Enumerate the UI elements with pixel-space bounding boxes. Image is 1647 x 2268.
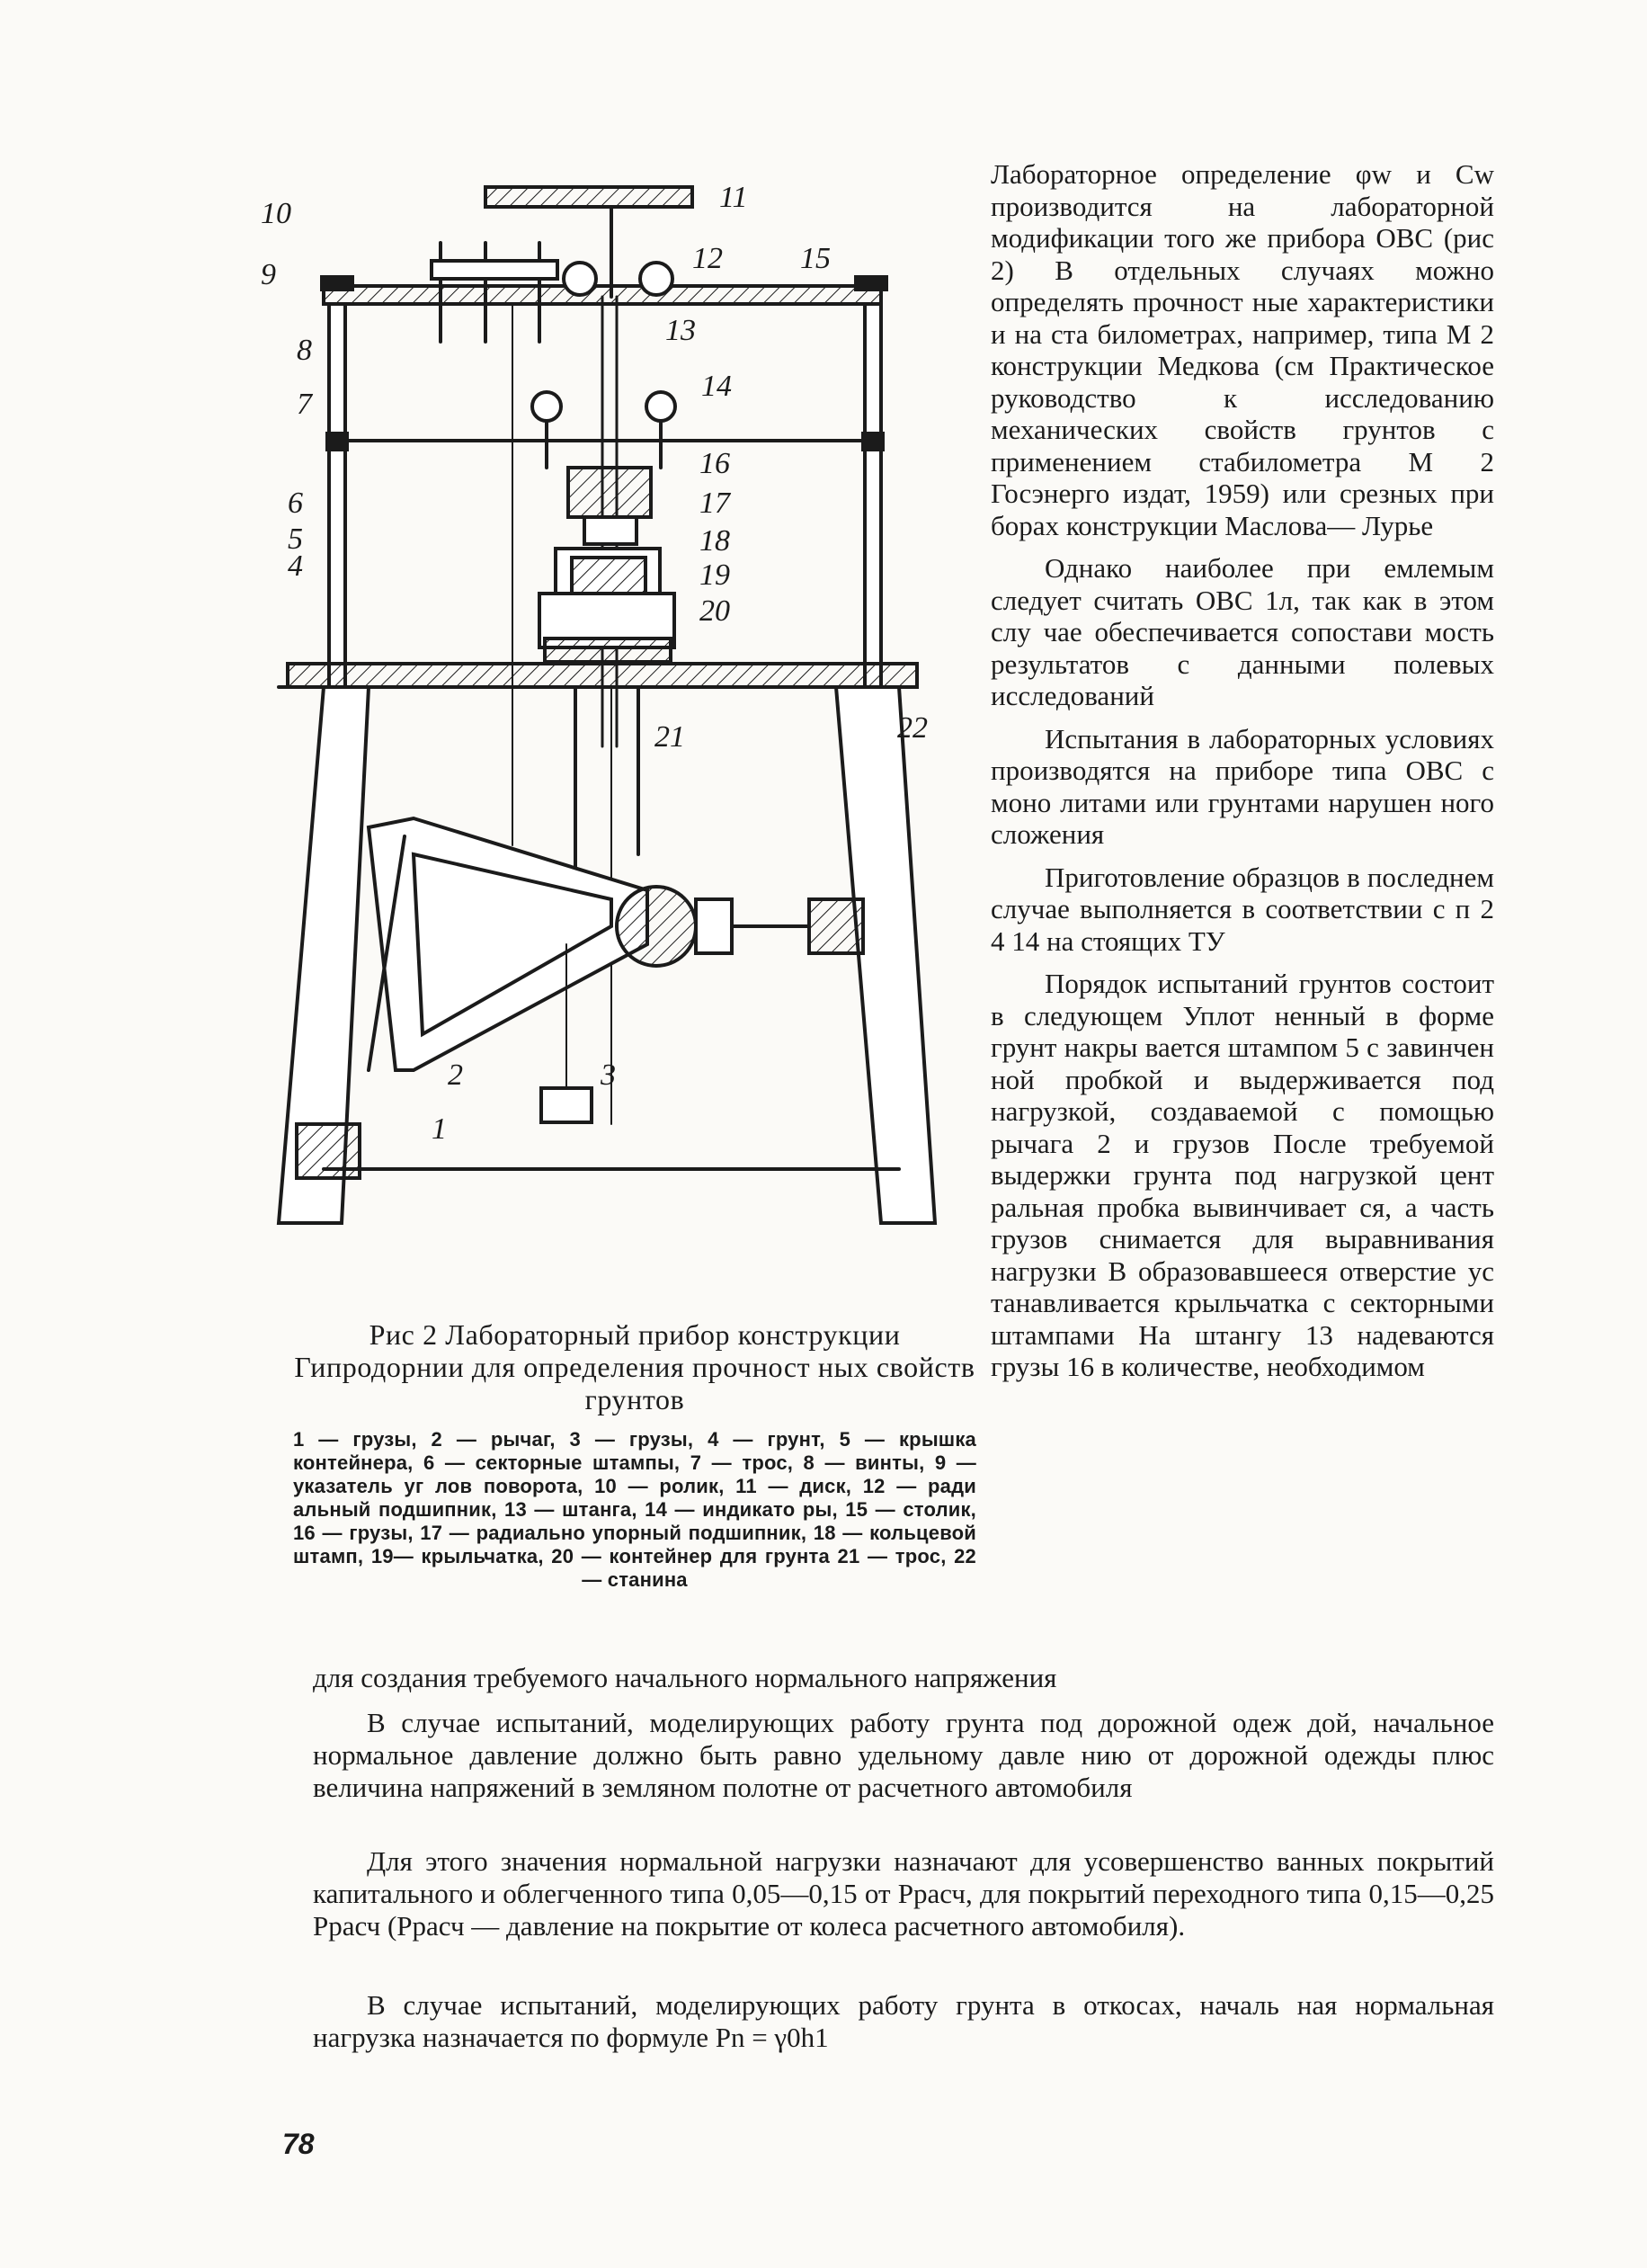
bench [288, 664, 917, 687]
right-column [991, 158, 1494, 1383]
figure-label: 14 [701, 370, 732, 403]
disk-11 [485, 187, 692, 207]
paragraph: Лабораторное определение φw и Cw производится на лабораторной модификации того же прибора ОВС (рис 2) В отдельных случаях можно определять прочност ные характеристики и на ста билометрах, например, типа М 2 конструкции Медкова (см Практическое руководство к исследованию механических свойств грунтов с применением стабилометра М 2 Госэнерго издат, 1959) или срезных при борах конструкции Маслова— Лурье [991, 158, 1494, 541]
figure-label: 1 [432, 1112, 447, 1146]
figure-label: 22 [897, 711, 928, 745]
paragraph: Порядок испытаний грунтов состоит в следующем Уплот ненный в форме грунт накры вается штампом 5 с завинчен ной пробкой и выдерживается под нагрузкой, создаваемой с помощью рычага 2 и грузов После требуемой выдержки грунта под нагрузкой цент ральная пробка вывинчивает ся, а часть грузов снимается для выравнивания нагрузки В образовавшееся отверстие ус танавливается крыльчатка с секторными штампами На штангу 13 надеваются грузы 16 в количестве, необходимом [991, 968, 1494, 1382]
figure-label: 6 [288, 487, 303, 520]
figure-label: 3 [601, 1058, 616, 1092]
figure-label: 4 [288, 549, 303, 583]
body-paragraph [313, 1989, 1494, 2054]
figure-label: 17 [699, 487, 730, 520]
caption-legend: 1 — грузы, 2 — рычаг, 3 — грузы, 4 — грунт, 5 — крышка контейнера, 6 — секторные штампы, 7 — трос, 8 — винты, 9 — указатель уг лов поворота, 10 — ролик, 11 — диск, 12 — ради альный подшипник, 13 — штанга, 14 — индикато ры, 15 — столик, 16 — грузы, 17 — радиально упорный подшипник, 18 — кольцевой штамп, 19— крыльчатка, 20 — контейнер для грунта 21 — трос, 22 — станина [293, 1428, 976, 1591]
paragraph: Для этого значения нормальной нагрузки назначают для усовершенство ванных покрытий капитального и облегченного типа 0,05—0,15 от Pрасч, для покрытий переходного типа 0,15—0,25 Pрасч (Pрасч — давление на покрытие от колеса расчетного автомобиля). [313, 1845, 1494, 1942]
page-number: 78 [282, 2128, 315, 2160]
figure-label: 21 [654, 720, 685, 754]
figure-label: 12 [692, 242, 723, 275]
paragraph: Испытания в лабораторных условиях производятся на приборе типа ОВС с моно литами или грунтами нарушен ного сложения [991, 722, 1494, 850]
figure-label: 5 [288, 522, 303, 556]
paragraph: В случае испытаний, моделирующих работу грунта в откосах, началь ная нормальная нагрузка назначается по формуле Pn = γ0h1 [313, 1989, 1494, 2053]
apparatus-drawing [261, 171, 1007, 1277]
figure-label: 11 [719, 181, 748, 214]
figure-label: 9 [261, 258, 276, 291]
paragraph: Приготовление образцов в последнем случае выполняется в соответствии с п 2 4 14 на стоящих ТУ [991, 861, 1494, 957]
paragraph: Однако наиболее при емлемым следует считать ОВС 1л, так как в этом слу чае обеспечивается сопостави мость результатов с данными полевых исследований [991, 552, 1494, 711]
body-paragraph [313, 1845, 1494, 1942]
figure-label: 7 [297, 388, 312, 421]
paragraph: для создания требуемого начального нормального напряжения [313, 1662, 1057, 1693]
figure-label: 18 [699, 524, 730, 558]
figure-label: 13 [665, 314, 696, 347]
figure-label: 10 [261, 197, 291, 230]
apparatus-figure [261, 171, 1007, 1277]
figure-label: 20 [699, 594, 730, 628]
body-paragraph [313, 1707, 1494, 1804]
figure-label: 2 [448, 1058, 463, 1092]
continuation-line [313, 1662, 1494, 1694]
figure-caption [293, 1318, 976, 1592]
figure-label: 8 [297, 334, 312, 367]
caption-title: Рис 2 Лабораторный прибор конструкции Гипродорнии для определения прочност ных свойств грунтов [294, 1318, 975, 1415]
paragraph: В случае испытаний, моделирующих работу грунта под дорожной одеж дой, начальное нормальное давление должно быть равно удельному давле нию от дорожной одежды плюс величина напряжений в земляном полотне от расчетного автомобиля [313, 1707, 1494, 1803]
figure-label: 15 [800, 242, 831, 275]
figure-label: 19 [699, 558, 730, 592]
figure-label: 16 [699, 447, 730, 480]
